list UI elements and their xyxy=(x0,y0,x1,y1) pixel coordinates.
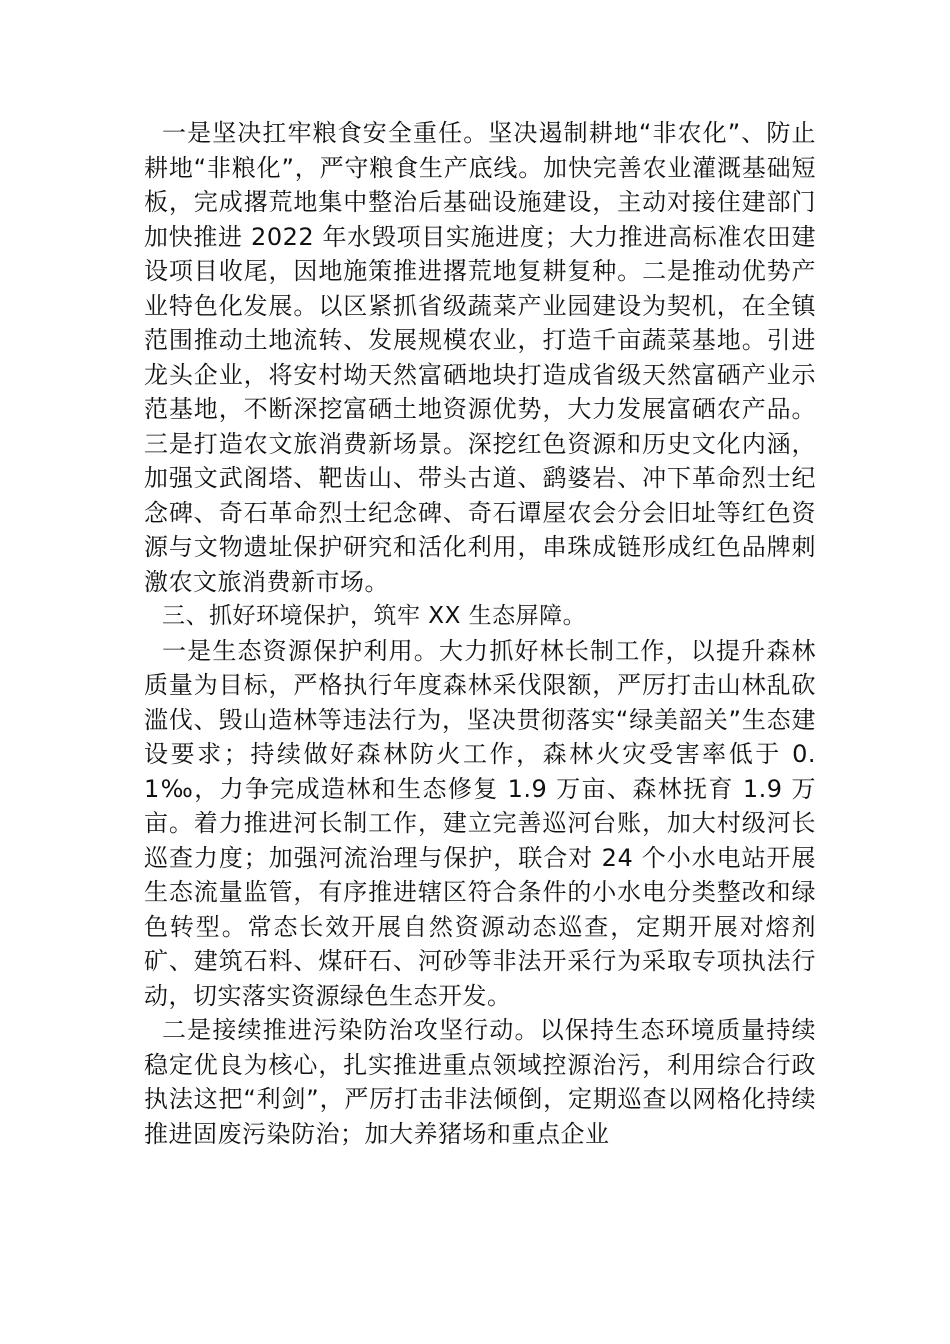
section-heading-environment: 三、抓好环境保护，筑牢 XX 生态屏障。 xyxy=(162,603,587,629)
document-body xyxy=(144,116,816,1151)
paragraph-pollution-control: 二是接续推进污染防治攻坚行动。以保持生态环境质量持续稳定优良为核心，扎实推进重点领域控源治污，利用综合行政执法这把“利剑”，严厉打击非法倾倒，定期巡查以网格化持续推进固废污染防治；加大养猪场和重点企业 xyxy=(144,1016,816,1148)
paragraph-ecology-resources: 一是生态资源保护利用。大力抓好林长制工作，以提升森林质量为目标，严格执行年度森林采伐限额，严厉打击山林乱砍滥伐、毁山造林等违法行为，坚决贯彻落实“绿美韶关”生态建设要求；持续做好森林防火工作，森林火灾受害率低于 0.1‰，力争完成造林和生态修复 1.9 万亩、森林抚育 1.9 万亩。着力推进河长制工作，建立完善巡河台账，加大村级河长巡查力度；加强河流治理与保护，联合对 24 个小水电站开展生态流量监管，有序推进辖区符合条件的小水电分类整改和绿色转型。常态长效开展自然资源动态巡查，定期开展对熔剂矿、建筑石料、煤矸石、河砂等非法开采行为采取专项执法行动，切实落实资源绿色生态开发。 xyxy=(144,636,816,1010)
paragraph-agriculture: 一是坚决扛牢粮食安全重任。坚决遏制耕地“非农化”、防止耕地“非粮化”，严守粮食生产底线。加快完善农业灌溉基础短板，完成撂荒地集中整治后基础设施建设，主动对接住建部门加快推进 2022 年水毁项目实施进度；大力推进高标准农田建设项目收尾，因地施策推进撂荒地复耕复种。二是推动优势产业特色化发展。以区紧抓省级蔬菜产业园建设为契机，在全镇范围推动土地流转、发展规模农业，打造千亩蔬菜基地。引进龙头企业，将安村坳天然富硒地块打造成省级天然富硒产业示范基地，不断深挖富硒土地资源优势，大力发展富硒农产品。三是打造农文旅消费新场景。深挖红色资源和历史文化内涵，加强文武阁塔、靶齿山、带头古道、鹞婆岩、冲下革命烈士纪念碑、奇石革命烈士纪念碑、奇石谭屋农会分会旧址等红色资源与文物遗址保护研究和活化利用，串珠成链形成红色品牌刺激农文旅消费新市场。 xyxy=(144,119,816,596)
